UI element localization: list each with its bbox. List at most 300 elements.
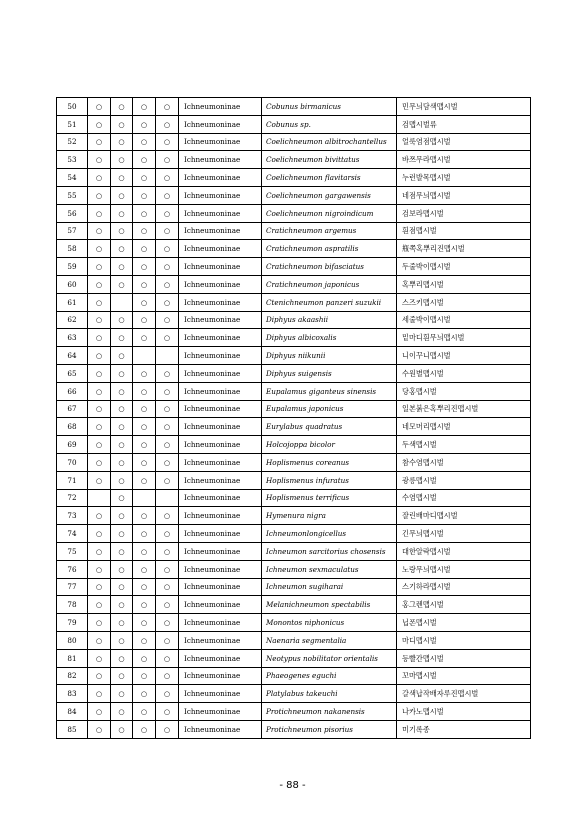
occurrence-mark-cell: ○ [88, 293, 111, 311]
subfamily-cell: Ichneumoninae [179, 169, 262, 187]
subfamily-cell: Ichneumoninae [179, 720, 262, 738]
occurrence-mark-cell: ○ [156, 614, 179, 632]
scientific-name-cell: Diphyus akaashii [262, 311, 397, 329]
scientific-name-cell: Diphyus suigensis [262, 364, 397, 382]
occurrence-mark-cell: ○ [111, 578, 133, 596]
korean-name-cell: 누런발목맵시벌 [397, 169, 531, 187]
table-row [57, 240, 531, 258]
occurrence-mark-cell: ○ [133, 186, 156, 204]
table-row [57, 329, 531, 347]
occurrence-mark-cell: ○ [156, 204, 179, 222]
subfamily-cell: Ichneumoninae [179, 649, 262, 667]
occurrence-mark-cell: ○ [156, 631, 179, 649]
occurrence-mark-cell: ○ [88, 240, 111, 258]
occurrence-mark-cell: ○ [156, 186, 179, 204]
table-row [57, 275, 531, 293]
scientific-name-cell: Ichneumon sarcitorius chosensis [262, 542, 397, 560]
korean-name-cell: 대한알락맵시벌 [397, 542, 531, 560]
occurrence-mark-cell: ○ [111, 703, 133, 721]
scientific-name-cell: Coelichneumon flavitarsis [262, 169, 397, 187]
occurrence-mark-cell: ○ [133, 453, 156, 471]
korean-name-cell: 밑마디흰무늬맵시벌 [397, 329, 531, 347]
table-row [57, 186, 531, 204]
scientific-name-cell: Ichneumonlongicellus [262, 525, 397, 543]
subfamily-cell: Ichneumoninae [179, 186, 262, 204]
korean-name-cell: 나카노맵시벌 [397, 703, 531, 721]
subfamily-cell: Ichneumoninae [179, 258, 262, 276]
scientific-name-cell: Ichneumon sexmaculatus [262, 560, 397, 578]
occurrence-mark-cell [156, 489, 179, 507]
occurrence-mark-cell: ○ [88, 222, 111, 240]
occurrence-mark-cell: ○ [111, 115, 133, 133]
subfamily-cell: Ichneumoninae [179, 98, 262, 116]
scientific-name-cell: Diphyus albicoxalis [262, 329, 397, 347]
scientific-name-cell: Eupalamus giganteus sinensis [262, 382, 397, 400]
occurrence-mark-cell: ○ [111, 631, 133, 649]
species-table-body [57, 98, 531, 739]
occurrence-mark-cell: ○ [133, 720, 156, 738]
occurrence-mark-cell: ○ [111, 151, 133, 169]
subfamily-cell: Ichneumoninae [179, 329, 262, 347]
table-row [57, 703, 531, 721]
occurrence-mark-cell: ○ [111, 382, 133, 400]
row-number-cell: 52 [57, 133, 88, 151]
occurrence-mark-cell: ○ [88, 364, 111, 382]
occurrence-mark-cell: ○ [88, 667, 111, 685]
occurrence-mark-cell: ○ [111, 667, 133, 685]
scientific-name-cell: Hymenura nigra [262, 507, 397, 525]
scientific-name-cell: Ctenichneumon panzeri suzukii [262, 293, 397, 311]
subfamily-cell: Ichneumoninae [179, 436, 262, 454]
row-number-cell: 74 [57, 525, 88, 543]
row-number-cell: 64 [57, 347, 88, 365]
row-number-cell: 68 [57, 418, 88, 436]
scientific-name-cell: Cratichneumon argemus [262, 222, 397, 240]
korean-name-cell: 갈색납작배자루진맵시벌 [397, 685, 531, 703]
korean-name-cell: 마디맵시벌 [397, 631, 531, 649]
korean-name-cell: 광릉맵시벌 [397, 471, 531, 489]
occurrence-mark-cell: ○ [88, 186, 111, 204]
occurrence-mark-cell: ○ [88, 258, 111, 276]
occurrence-mark-cell: ○ [156, 685, 179, 703]
occurrence-mark-cell: ○ [88, 151, 111, 169]
occurrence-mark-cell: ○ [156, 275, 179, 293]
occurrence-mark-cell: ○ [88, 685, 111, 703]
scientific-name-cell: Melanichneumon spectabilis [262, 596, 397, 614]
row-number-cell: 55 [57, 186, 88, 204]
occurrence-mark-cell: ○ [156, 258, 179, 276]
korean-name-cell: 당홍맵시벌 [397, 382, 531, 400]
korean-name-cell: 검맵시벌류 [397, 115, 531, 133]
scientific-name-cell: Hoplismenus terrificus [262, 489, 397, 507]
occurrence-mark-cell: ○ [111, 204, 133, 222]
occurrence-mark-cell: ○ [156, 596, 179, 614]
korean-name-cell: 일본붉은혹뿌리진맵시벌 [397, 400, 531, 418]
occurrence-mark-cell: ○ [88, 578, 111, 596]
subfamily-cell: Ichneumoninae [179, 703, 262, 721]
occurrence-mark-cell: ○ [133, 98, 156, 116]
subfamily-cell: Ichneumoninae [179, 240, 262, 258]
occurrence-mark-cell: ○ [156, 507, 179, 525]
occurrence-mark-cell: ○ [111, 98, 133, 116]
occurrence-mark-cell: ○ [88, 720, 111, 738]
row-number-cell: 81 [57, 649, 88, 667]
occurrence-mark-cell: ○ [156, 667, 179, 685]
row-number-cell: 76 [57, 560, 88, 578]
occurrence-mark-cell: ○ [133, 311, 156, 329]
korean-name-cell: 노랑무늬맵시벌 [397, 560, 531, 578]
table-row [57, 364, 531, 382]
row-number-cell: 66 [57, 382, 88, 400]
occurrence-mark-cell: ○ [156, 311, 179, 329]
occurrence-mark-cell: ○ [88, 418, 111, 436]
occurrence-mark-cell: ○ [111, 364, 133, 382]
occurrence-mark-cell: ○ [133, 115, 156, 133]
occurrence-mark-cell: ○ [88, 560, 111, 578]
subfamily-cell: Ichneumoninae [179, 489, 262, 507]
scientific-name-cell: Cobunus birmanicus [262, 98, 397, 116]
occurrence-mark-cell: ○ [156, 542, 179, 560]
row-number-cell: 65 [57, 364, 88, 382]
table-row [57, 311, 531, 329]
occurrence-mark-cell: ○ [156, 720, 179, 738]
occurrence-mark-cell: ○ [133, 542, 156, 560]
row-number-cell: 84 [57, 703, 88, 721]
subfamily-cell: Ichneumoninae [179, 631, 262, 649]
occurrence-mark-cell: ○ [88, 631, 111, 649]
korean-name-cell: 흰점맵시벌 [397, 222, 531, 240]
occurrence-mark-cell: ○ [156, 525, 179, 543]
row-number-cell: 71 [57, 471, 88, 489]
subfamily-cell: Ichneumoninae [179, 542, 262, 560]
occurrence-mark-cell: ○ [133, 169, 156, 187]
occurrence-mark-cell: ○ [111, 186, 133, 204]
occurrence-mark-cell: ○ [156, 453, 179, 471]
subfamily-cell: Ichneumoninae [179, 453, 262, 471]
subfamily-cell: Ichneumoninae [179, 667, 262, 685]
table-row [57, 542, 531, 560]
occurrence-mark-cell: ○ [88, 311, 111, 329]
row-number-cell: 63 [57, 329, 88, 347]
scientific-name-cell: Phaeogenes eguchi [262, 667, 397, 685]
scientific-name-cell: Cratichneumon bifasciatus [262, 258, 397, 276]
table-row [57, 347, 531, 365]
occurrence-mark-cell: ○ [88, 471, 111, 489]
occurrence-mark-cell: ○ [88, 614, 111, 632]
occurrence-mark-cell: ○ [133, 293, 156, 311]
occurrence-mark-cell: ○ [88, 542, 111, 560]
row-number-cell: 53 [57, 151, 88, 169]
occurrence-mark-cell: ○ [88, 275, 111, 293]
scientific-name-cell: Coelichneumon gargawensis [262, 186, 397, 204]
occurrence-mark-cell: ○ [133, 275, 156, 293]
row-number-cell: 85 [57, 720, 88, 738]
occurrence-mark-cell: ○ [133, 507, 156, 525]
occurrence-mark-cell [133, 489, 156, 507]
occurrence-mark-cell: ○ [88, 98, 111, 116]
occurrence-mark-cell: ○ [88, 329, 111, 347]
occurrence-mark-cell: ○ [88, 382, 111, 400]
occurrence-mark-cell: ○ [111, 275, 133, 293]
korean-name-cell: 세줄박이맵시벌 [397, 311, 531, 329]
occurrence-mark-cell: ○ [111, 329, 133, 347]
occurrence-mark-cell: ○ [111, 240, 133, 258]
subfamily-cell: Ichneumoninae [179, 382, 262, 400]
occurrence-mark-cell: ○ [133, 436, 156, 454]
species-table [56, 97, 531, 739]
occurrence-mark-cell: ○ [111, 560, 133, 578]
occurrence-mark-cell: ○ [111, 169, 133, 187]
occurrence-mark-cell: ○ [156, 418, 179, 436]
occurrence-mark-cell: ○ [133, 400, 156, 418]
table-row [57, 400, 531, 418]
subfamily-cell: Ichneumoninae [179, 400, 262, 418]
occurrence-mark-cell: ○ [88, 507, 111, 525]
occurrence-mark-cell: ○ [133, 204, 156, 222]
row-number-cell: 61 [57, 293, 88, 311]
occurrence-mark-cell: ○ [88, 649, 111, 667]
scientific-name-cell: Eurylabus quadratus [262, 418, 397, 436]
row-number-cell: 57 [57, 222, 88, 240]
occurrence-mark-cell: ○ [88, 596, 111, 614]
occurrence-mark-cell: ○ [88, 400, 111, 418]
table-row [57, 151, 531, 169]
occurrence-mark-cell: ○ [133, 578, 156, 596]
occurrence-mark-cell: ○ [133, 649, 156, 667]
korean-name-cell: 니이꾸니맵시벌 [397, 347, 531, 365]
korean-name-cell: 얼룩염점맵시벌 [397, 133, 531, 151]
table-row [57, 560, 531, 578]
row-number-cell: 67 [57, 400, 88, 418]
korean-name-cell: 스즈키맵시벌 [397, 293, 531, 311]
occurrence-mark-cell: ○ [111, 258, 133, 276]
occurrence-mark-cell: ○ [133, 364, 156, 382]
subfamily-cell: Ichneumoninae [179, 614, 262, 632]
occurrence-mark-cell: ○ [156, 329, 179, 347]
occurrence-mark-cell: ○ [88, 525, 111, 543]
occurrence-mark-cell: ○ [111, 525, 133, 543]
table-row [57, 471, 531, 489]
occurrence-mark-cell: ○ [156, 115, 179, 133]
occurrence-mark-cell: ○ [111, 436, 133, 454]
row-number-cell: 58 [57, 240, 88, 258]
occurrence-mark-cell: ○ [111, 222, 133, 240]
occurrence-mark-cell: ○ [111, 614, 133, 632]
occurrence-mark-cell: ○ [133, 703, 156, 721]
subfamily-cell: Ichneumoninae [179, 507, 262, 525]
subfamily-cell: Ichneumoninae [179, 578, 262, 596]
occurrence-mark-cell [88, 489, 111, 507]
scientific-name-cell: Naenaria segmentalia [262, 631, 397, 649]
occurrence-mark-cell: ○ [88, 453, 111, 471]
row-number-cell: 79 [57, 614, 88, 632]
subfamily-cell: Ichneumoninae [179, 133, 262, 151]
occurrence-mark-cell: ○ [88, 347, 111, 365]
occurrence-mark-cell: ○ [156, 133, 179, 151]
occurrence-mark-cell: ○ [156, 703, 179, 721]
scientific-name-cell: Cratichneumon aspratilis [262, 240, 397, 258]
occurrence-mark-cell: ○ [133, 329, 156, 347]
korean-name-cell: 수원별맵시벌 [397, 364, 531, 382]
scientific-name-cell: Cobunus sp. [262, 115, 397, 133]
row-number-cell: 77 [57, 578, 88, 596]
occurrence-mark-cell: ○ [88, 133, 111, 151]
occurrence-mark-cell: ○ [133, 418, 156, 436]
occurrence-mark-cell: ○ [133, 560, 156, 578]
occurrence-mark-cell: ○ [133, 240, 156, 258]
occurrence-mark-cell: ○ [88, 115, 111, 133]
subfamily-cell: Ichneumoninae [179, 596, 262, 614]
row-number-cell: 56 [57, 204, 88, 222]
row-number-cell: 80 [57, 631, 88, 649]
scientific-name-cell: Diphyus niikunii [262, 347, 397, 365]
occurrence-mark-cell: ○ [133, 596, 156, 614]
occurrence-mark-cell: ○ [88, 436, 111, 454]
occurrence-mark-cell: ○ [111, 133, 133, 151]
occurrence-mark-cell: ○ [133, 151, 156, 169]
occurrence-mark-cell: ○ [156, 382, 179, 400]
korean-name-cell: 네모머리맵시벌 [397, 418, 531, 436]
occurrence-mark-cell: ○ [133, 525, 156, 543]
korean-name-cell: 참수염맵시벌 [397, 453, 531, 471]
occurrence-mark-cell: ○ [88, 204, 111, 222]
occurrence-mark-cell: ○ [133, 222, 156, 240]
occurrence-mark-cell [111, 293, 133, 311]
korean-name-cell: 甁쪽혹뿌리진맵시벌 [397, 240, 531, 258]
row-number-cell: 78 [57, 596, 88, 614]
row-number-cell: 82 [57, 667, 88, 685]
subfamily-cell: Ichneumoninae [179, 347, 262, 365]
occurrence-mark-cell: ○ [111, 347, 133, 365]
occurrence-mark-cell: ○ [111, 542, 133, 560]
occurrence-mark-cell: ○ [111, 685, 133, 703]
occurrence-mark-cell: ○ [133, 471, 156, 489]
scientific-name-cell: Monontos niphonicus [262, 614, 397, 632]
table-row [57, 489, 531, 507]
korean-name-cell: 검보라맵시벌 [397, 204, 531, 222]
scientific-name-cell: Hoplismenus infuratus [262, 471, 397, 489]
occurrence-mark-cell: ○ [156, 240, 179, 258]
occurrence-mark-cell: ○ [88, 703, 111, 721]
scientific-name-cell: Protichneumon pisorius [262, 720, 397, 738]
scientific-name-cell: Protichneumon nakanensis [262, 703, 397, 721]
korean-name-cell: 네점무늬맵시벌 [397, 186, 531, 204]
subfamily-cell: Ichneumoninae [179, 418, 262, 436]
korean-name-cell: 두색맵시벌 [397, 436, 531, 454]
table-row [57, 293, 531, 311]
row-number-cell: 50 [57, 98, 88, 116]
table-row [57, 133, 531, 151]
occurrence-mark-cell: ○ [88, 169, 111, 187]
table-row [57, 525, 531, 543]
scientific-name-cell: Cratichneumon japonicus [262, 275, 397, 293]
occurrence-mark-cell: ○ [156, 471, 179, 489]
korean-name-cell: 수염맵시벌 [397, 489, 531, 507]
table-row [57, 685, 531, 703]
subfamily-cell: Ichneumoninae [179, 685, 262, 703]
subfamily-cell: Ichneumoninae [179, 222, 262, 240]
table-row [57, 382, 531, 400]
subfamily-cell: Ichneumoninae [179, 311, 262, 329]
occurrence-mark-cell: ○ [133, 685, 156, 703]
occurrence-mark-cell: ○ [156, 400, 179, 418]
subfamily-cell: Ichneumoninae [179, 293, 262, 311]
occurrence-mark-cell: ○ [156, 98, 179, 116]
table-row [57, 418, 531, 436]
occurrence-mark-cell: ○ [156, 649, 179, 667]
scientific-name-cell: Platylabus takeuchi [262, 685, 397, 703]
korean-name-cell: 바쯔무라맵시벌 [397, 151, 531, 169]
korean-name-cell: 두줄박이맵시벌 [397, 258, 531, 276]
occurrence-mark-cell: ○ [111, 507, 133, 525]
subfamily-cell: Ichneumoninae [179, 525, 262, 543]
scientific-name-cell: Holcojoppa bicolor [262, 436, 397, 454]
table-row [57, 507, 531, 525]
occurrence-mark-cell: ○ [133, 258, 156, 276]
occurrence-mark-cell: ○ [111, 471, 133, 489]
table-row [57, 649, 531, 667]
korean-name-cell: 꼬마맵시벌 [397, 667, 531, 685]
occurrence-mark-cell: ○ [133, 614, 156, 632]
occurrence-mark-cell: ○ [133, 382, 156, 400]
table-row [57, 169, 531, 187]
occurrence-mark-cell: ○ [111, 400, 133, 418]
row-number-cell: 69 [57, 436, 88, 454]
page-number: - 88 - [279, 780, 306, 791]
table-row [57, 204, 531, 222]
scientific-name-cell: Coelichneumon bivittatus [262, 151, 397, 169]
subfamily-cell: Ichneumoninae [179, 364, 262, 382]
korean-name-cell: 등빨간맵시벌 [397, 649, 531, 667]
row-number-cell: 73 [57, 507, 88, 525]
table-row [57, 115, 531, 133]
table-row [57, 614, 531, 632]
korean-name-cell: 잘린배마디맵시벌 [397, 507, 531, 525]
table-row [57, 222, 531, 240]
subfamily-cell: Ichneumoninae [179, 115, 262, 133]
occurrence-mark-cell: ○ [111, 489, 133, 507]
row-number-cell: 72 [57, 489, 88, 507]
row-number-cell: 75 [57, 542, 88, 560]
occurrence-mark-cell: ○ [111, 311, 133, 329]
occurrence-mark-cell: ○ [111, 453, 133, 471]
occurrence-mark-cell: ○ [133, 631, 156, 649]
table-row [57, 453, 531, 471]
table-row [57, 436, 531, 454]
occurrence-mark-cell [133, 347, 156, 365]
row-number-cell: 51 [57, 115, 88, 133]
scientific-name-cell: Coelichneumon nigroindicum [262, 204, 397, 222]
occurrence-mark-cell: ○ [156, 222, 179, 240]
korean-name-cell: 스기하라맵시벌 [397, 578, 531, 596]
row-number-cell: 54 [57, 169, 88, 187]
korean-name-cell: 미기록종 [397, 720, 531, 738]
row-number-cell: 83 [57, 685, 88, 703]
occurrence-mark-cell: ○ [111, 596, 133, 614]
row-number-cell: 59 [57, 258, 88, 276]
occurrence-mark-cell: ○ [156, 169, 179, 187]
table-row [57, 596, 531, 614]
scientific-name-cell: Coelichneumon albitrochantellus [262, 133, 397, 151]
table-row [57, 578, 531, 596]
korean-name-cell: 닙폰맵시벌 [397, 614, 531, 632]
korean-name-cell: 홍그렌맵시벌 [397, 596, 531, 614]
row-number-cell: 70 [57, 453, 88, 471]
occurrence-mark-cell: ○ [111, 418, 133, 436]
scientific-name-cell: Hoplismenus coreanus [262, 453, 397, 471]
occurrence-mark-cell: ○ [156, 293, 179, 311]
table-row [57, 631, 531, 649]
